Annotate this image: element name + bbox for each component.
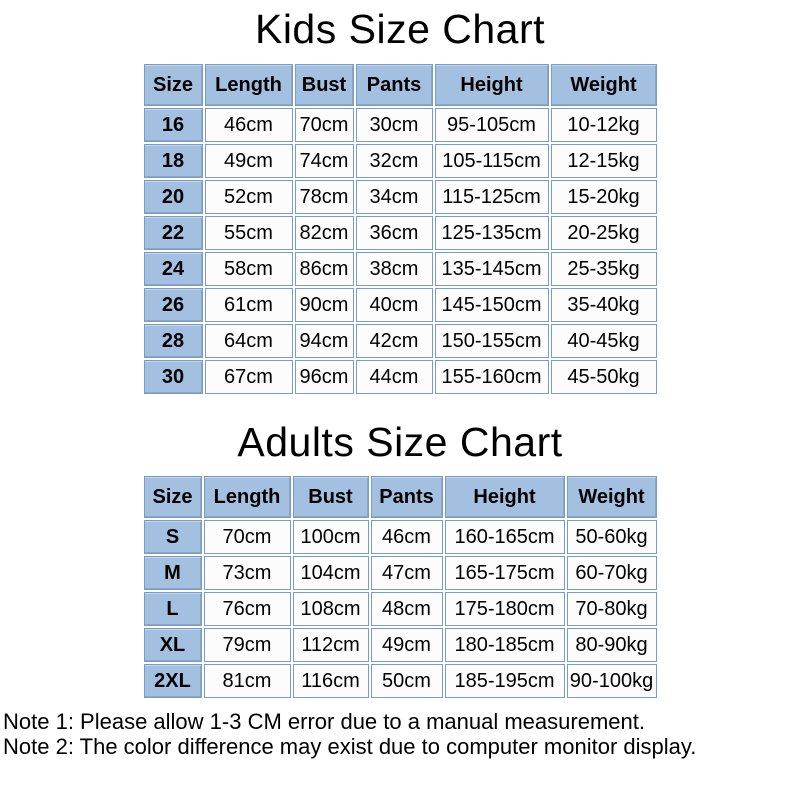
value-cell: 96cm (295, 360, 354, 394)
size-cell: 26 (144, 288, 203, 322)
value-cell: 70cm (295, 108, 354, 142)
value-cell: 15-20kg (551, 180, 657, 214)
column-header: Weight (551, 64, 657, 106)
adults-size-chart-table (142, 474, 659, 700)
value-cell: 64cm (205, 324, 293, 358)
value-cell: 76cm (204, 592, 291, 626)
value-cell: 104cm (293, 556, 369, 590)
value-cell: 108cm (293, 592, 369, 626)
value-cell: 42cm (356, 324, 433, 358)
kids-size-chart-title: Kids Size Chart (254, 6, 546, 52)
size-cell: 28 (144, 324, 203, 358)
value-cell: 34cm (356, 180, 433, 214)
value-cell: 25-35kg (551, 252, 657, 286)
table-row (144, 216, 657, 250)
value-cell: 30cm (356, 108, 433, 142)
value-cell: 90cm (295, 288, 354, 322)
value-cell: 82cm (295, 216, 354, 250)
column-header: Bust (293, 476, 369, 518)
value-cell: 150-155cm (435, 324, 549, 358)
value-cell: 36cm (356, 216, 433, 250)
value-cell: 10-12kg (551, 108, 657, 142)
value-cell: 175-180cm (445, 592, 565, 626)
value-cell: 155-160cm (435, 360, 549, 394)
column-header: Weight (567, 476, 657, 518)
value-cell: 115-125cm (435, 180, 549, 214)
value-cell: 70-80kg (567, 592, 657, 626)
column-header: Size (144, 476, 202, 518)
size-cell: L (144, 592, 202, 626)
value-cell: 135-145cm (435, 252, 549, 286)
value-cell: 52cm (205, 180, 293, 214)
table-row (144, 520, 657, 554)
value-cell: 55cm (205, 216, 293, 250)
column-header: Pants (356, 64, 433, 106)
table-row (144, 180, 657, 214)
table-row (144, 360, 657, 394)
value-cell: 67cm (205, 360, 293, 394)
column-header: Pants (371, 476, 443, 518)
size-cell: S (144, 520, 202, 554)
value-cell: 70cm (204, 520, 291, 554)
table-row (144, 144, 657, 178)
note-1: Note 1: Please allow 1-3 CM error due to a manual measurement. (3, 709, 645, 734)
value-cell: 49cm (371, 628, 443, 662)
value-cell: 160-165cm (445, 520, 565, 554)
value-cell: 145-150cm (435, 288, 549, 322)
column-header: Height (435, 64, 549, 106)
value-cell: 116cm (293, 664, 369, 698)
value-cell: 50-60kg (567, 520, 657, 554)
value-cell: 105-115cm (435, 144, 549, 178)
value-cell: 61cm (205, 288, 293, 322)
value-cell: 47cm (371, 556, 443, 590)
value-cell: 112cm (293, 628, 369, 662)
size-cell: 20 (144, 180, 203, 214)
header-row (144, 64, 657, 106)
value-cell: 40-45kg (551, 324, 657, 358)
table-row (144, 628, 657, 662)
value-cell: 50cm (371, 664, 443, 698)
adults-size-chart-title: Adults Size Chart (237, 419, 563, 465)
value-cell: 58cm (205, 252, 293, 286)
value-cell: 44cm (356, 360, 433, 394)
column-header: Length (205, 64, 293, 106)
value-cell: 74cm (295, 144, 354, 178)
value-cell: 73cm (204, 556, 291, 590)
value-cell: 125-135cm (435, 216, 549, 250)
value-cell: 45-50kg (551, 360, 657, 394)
value-cell: 95-105cm (435, 108, 549, 142)
table-row (144, 592, 657, 626)
value-cell: 20-25kg (551, 216, 657, 250)
size-cell: 18 (144, 144, 203, 178)
table-row (144, 324, 657, 358)
column-header: Size (144, 64, 203, 106)
value-cell: 46cm (371, 520, 443, 554)
value-cell: 12-15kg (551, 144, 657, 178)
column-header: Bust (295, 64, 354, 106)
value-cell: 79cm (204, 628, 291, 662)
value-cell: 49cm (205, 144, 293, 178)
column-header: Length (204, 476, 291, 518)
value-cell: 40cm (356, 288, 433, 322)
value-cell: 80-90kg (567, 628, 657, 662)
value-cell: 90-100kg (567, 664, 657, 698)
value-cell: 46cm (205, 108, 293, 142)
size-cell: 22 (144, 216, 203, 250)
size-cell: 16 (144, 108, 203, 142)
table-row (144, 252, 657, 286)
size-cell: 2XL (144, 664, 202, 698)
size-cell: 24 (144, 252, 203, 286)
value-cell: 48cm (371, 592, 443, 626)
size-cell: 30 (144, 360, 203, 394)
value-cell: 32cm (356, 144, 433, 178)
table-row (144, 664, 657, 698)
table-row (144, 556, 657, 590)
size-cell: XL (144, 628, 202, 662)
value-cell: 81cm (204, 664, 291, 698)
value-cell: 165-175cm (445, 556, 565, 590)
value-cell: 35-40kg (551, 288, 657, 322)
header-row (144, 476, 657, 518)
value-cell: 180-185cm (445, 628, 565, 662)
size-cell: M (144, 556, 202, 590)
kids-size-chart-table (142, 62, 659, 396)
value-cell: 86cm (295, 252, 354, 286)
table-row (144, 108, 657, 142)
table-row (144, 288, 657, 322)
value-cell: 38cm (356, 252, 433, 286)
column-header: Height (445, 476, 565, 518)
value-cell: 78cm (295, 180, 354, 214)
value-cell: 100cm (293, 520, 369, 554)
note-2: Note 2: The color difference may exist due to computer monitor display. (3, 734, 697, 759)
value-cell: 60-70kg (567, 556, 657, 590)
notes (0, 709, 800, 759)
value-cell: 185-195cm (445, 664, 565, 698)
value-cell: 94cm (295, 324, 354, 358)
